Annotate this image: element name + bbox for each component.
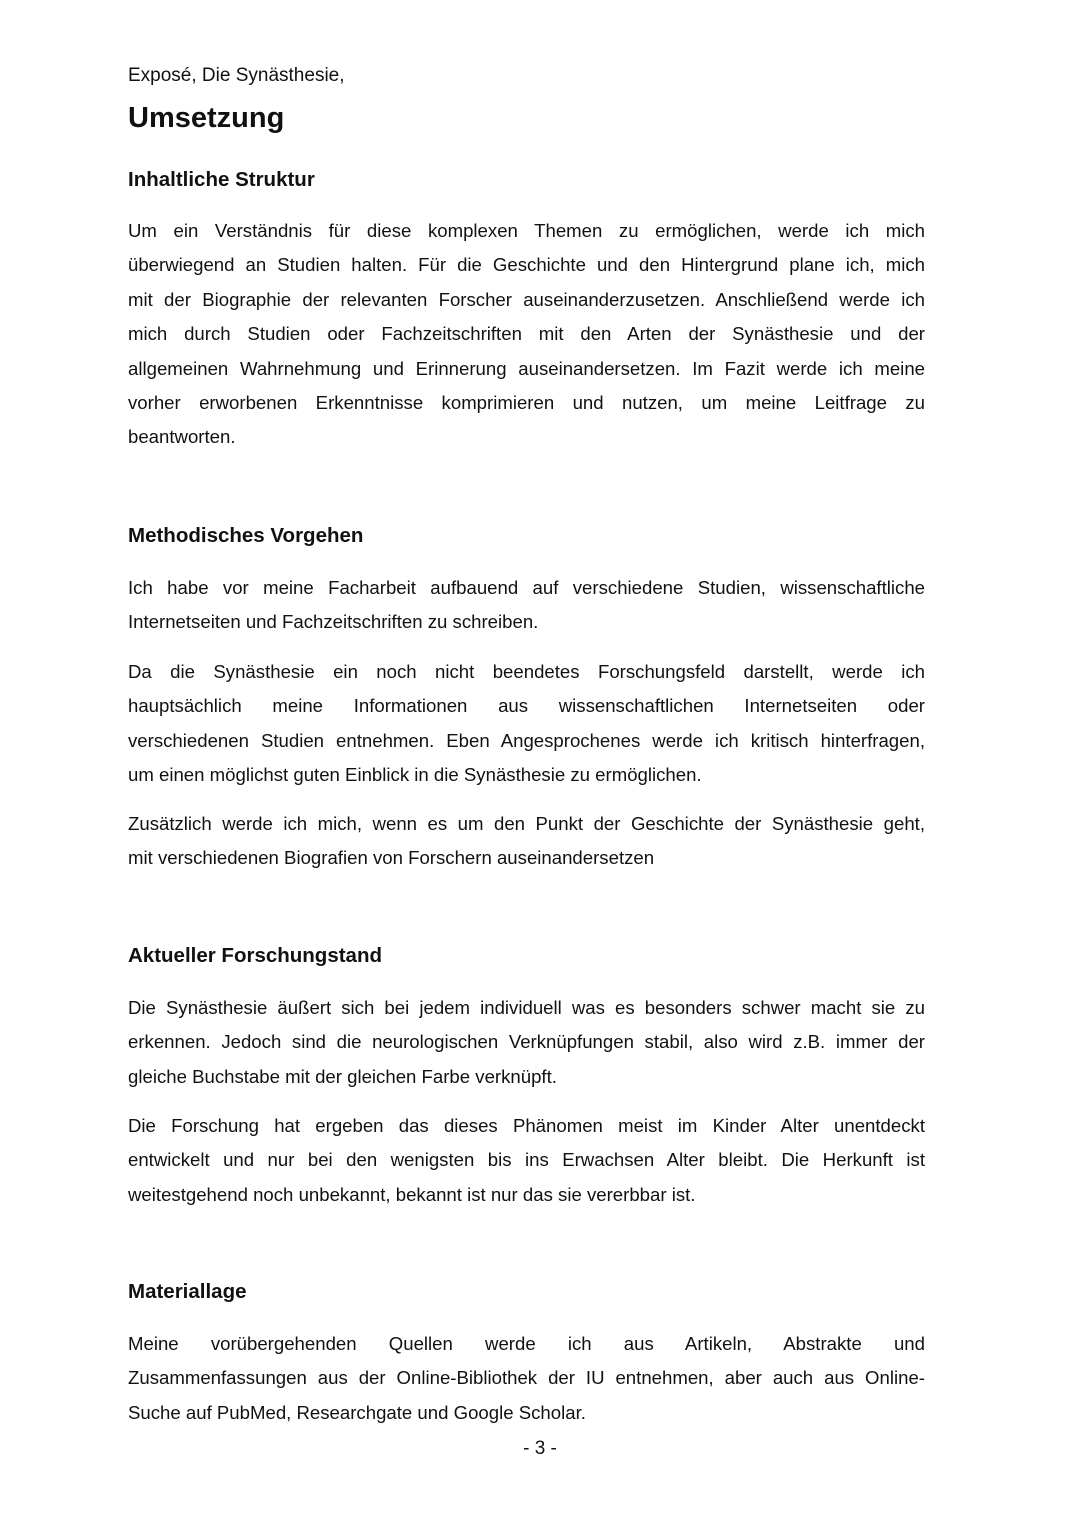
paragraph-line: weitestgehend noch unbekannt, bekannt ist nur das sie vererbbar ist. <box>128 1183 696 1205</box>
paragraph-line: mit der Biographie der relevanten Forscher auseinanderzusetzen. Anschließend werde ich <box>128 288 925 310</box>
paragraph <box>128 991 925 1094</box>
page-number: - 3 - <box>523 1438 557 1459</box>
paragraph <box>128 214 925 455</box>
paragraph-line: Die Synästhesie äußert sich bei jedem individuell was es besonders schwer macht sie zu <box>128 997 925 1018</box>
paragraph <box>128 807 925 876</box>
section-heading: Materiallage <box>128 1280 247 1303</box>
paragraph-line: hauptsächlich meine Informationen aus wissenschaftlichen Internetseiten oder <box>128 695 925 717</box>
section-heading: Inhaltliche Struktur <box>128 168 315 191</box>
paragraph-line: Die Forschung hat ergeben das dieses Phänomen meist im Kinder Alter unentdeckt <box>128 1115 925 1136</box>
paragraph-line: allgemeinen Wahrnehmung und Erinnerung auseinandersetzen. Im Fazit werde ich meine <box>128 357 925 379</box>
paragraph <box>128 655 925 793</box>
paragraph-line: Um ein Verständnis für diese komplexen Themen zu ermöglichen, werde ich mich <box>128 220 925 241</box>
paragraph-line: Suche auf PubMed, Researchgate und Google Scholar. <box>128 1401 586 1423</box>
paragraph-line: verschiedenen Studien entnehmen. Eben Angesprochenes werde ich kritisch hinterfragen, <box>128 729 925 751</box>
paragraph-line: Da die Synästhesie ein noch nicht beendetes Forschungsfeld darstellt, werde ich <box>128 661 925 682</box>
paragraph-line: gleiche Buchstabe mit der gleichen Farbe verknüpft. <box>128 1065 557 1087</box>
paragraph <box>128 1109 925 1212</box>
paragraph-line: überwiegend an Studien halten. Für die Geschichte und den Hintergrund plane ich, mich <box>128 254 925 276</box>
paragraph-line: um einen möglichst guten Einblick in die Synästhesie zu ermöglichen. <box>128 764 702 786</box>
paragraph-line: mich durch Studien oder Fachzeitschriften mit den Arten der Synästhesie und der <box>128 323 925 345</box>
paragraph-line: vorher erworbenen Erkenntnisse komprimieren und nutzen, um meine Leitfrage zu <box>128 391 925 413</box>
document-header: Exposé, Die Synästhesie, <box>128 65 345 86</box>
section-heading: Methodisches Vorgehen <box>128 524 364 547</box>
paragraph-line: mit verschiedenen Biografien von Forschern auseinandersetzen <box>128 847 655 869</box>
paragraph-line: Meine vorübergehenden Quellen werde ich aus Artikeln, Abstrakte und <box>128 1333 925 1354</box>
section-heading: Aktueller Forschungstand <box>128 944 383 967</box>
paragraph-line: beantworten. <box>128 426 236 448</box>
paragraph <box>128 1327 925 1430</box>
paragraph <box>128 571 925 640</box>
paragraph-line: entwickelt und nur bei den wenigsten bis ins Erwachsen Alter bleibt. Die Herkunft ist <box>128 1149 925 1171</box>
paragraph-line: erkennen. Jedoch sind die neurologischen Verknüpfungen stabil, also wird z.B. immer der <box>128 1031 925 1053</box>
paragraph-line: Zusammenfassungen aus der Online-Bibliothek der IU entnehmen, aber auch aus Online- <box>128 1367 925 1389</box>
paragraph-line: Ich habe vor meine Facharbeit aufbauend auf verschiedene Studien, wissenschaftliche <box>128 577 925 598</box>
paragraph-line: Zusätzlich werde ich mich, wenn es um den Punkt der Geschichte der Synästhesie geht, <box>128 813 925 834</box>
page-title: Umsetzung <box>128 102 285 134</box>
paragraph-line: Internetseiten und Fachzeitschriften zu schreiben. <box>128 611 539 633</box>
